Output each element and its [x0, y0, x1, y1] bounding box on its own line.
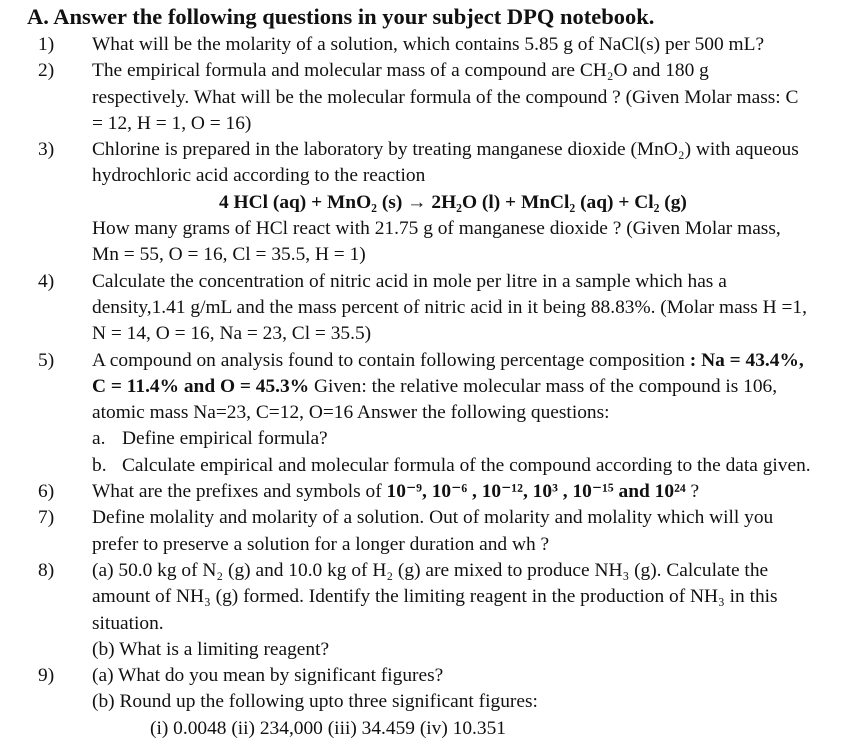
question-number: 5)	[38, 349, 55, 371]
question-text-line: How many grams of HCl react with 21.75 g of manganese dioxide ? (Given Molar mass,	[92, 218, 781, 240]
question-1	[0, 32, 863, 58]
question-3	[0, 137, 863, 268]
question-text-line: N = 14, O = 16, Na = 23, Cl = 35.5)	[92, 323, 372, 345]
question-text: A compound on analysis found to contain following percentage composition	[92, 349, 690, 371]
question-text-line: = 12, H = 1, O = 16)	[92, 112, 252, 134]
question-7	[0, 505, 863, 558]
sub-question-b	[92, 453, 811, 479]
question-9	[0, 663, 863, 742]
question-text-line: (b) What is a limiting reagent?	[92, 638, 330, 660]
question-number: 7)	[38, 507, 55, 529]
question-text: What are the prefixes and symbols of	[92, 481, 387, 503]
question-text-line: amount of NH₃ (g) formed. Identify the limiting reagent in the production of NH₃ in this	[92, 586, 778, 608]
question-text: Given: the relative molecular mass of the compound is 106,	[309, 375, 778, 397]
power-3: 10⁻¹²	[481, 481, 523, 503]
question-4	[0, 269, 863, 348]
question-text-line: (b) Round up the following upto three significant figures:	[92, 691, 538, 713]
question-number: 1)	[38, 34, 55, 55]
question-number: 9)	[38, 665, 55, 687]
question-number: 8)	[38, 559, 55, 581]
power-5: 10⁻¹⁵	[572, 481, 614, 503]
question-5	[0, 348, 863, 479]
question-text-line: respectively. What will be the molecular formula of the compound ? (Given Molar mass: C	[92, 86, 799, 108]
question-text-line: Chlorine is prepared in the laboratory by treating manganese dioxide (MnO₂) with aqueous	[92, 139, 799, 161]
question-text-line: density,1.41 g/mL and the mass percent of nitric acid in it being 88.83%. (Molar mass H =1,	[92, 296, 807, 318]
question-text-line: Define molality and molarity of a solution. Out of molarity and molality which will you	[92, 507, 774, 529]
question-text-line: Mn = 55, O = 16, Cl = 35.5, H = 1)	[92, 244, 366, 266]
power-1: 10⁻⁹	[386, 481, 422, 503]
question-number: 4)	[38, 270, 55, 292]
question-text-line: What are the prefixes and symbols of 10⁻⁹, 10⁻⁶ , 10⁻¹², 10³ , 10⁻¹⁵ and 10²⁴ ?	[92, 481, 700, 503]
power-6: 10²⁴	[654, 481, 686, 503]
question-text-line: (a) 50.0 kg of N₂ (g) and 10.0 kg of H₂ (g) are mixed to produce NH₃ (g). Calculate the	[92, 559, 769, 581]
question-number: 2)	[38, 60, 55, 82]
question-text-line: What will be the molarity of a solution, which contains 5.85 g of NaCl(s) per 500 mL?	[92, 34, 765, 55]
sub-question-a	[92, 426, 811, 452]
chemical-equation: 4 HCl (aq) + MnO₂ (s) → 2H₂O (l) + MnCl₂ (aq) + Cl₂ (g)	[219, 191, 687, 213]
question-number: 6)	[38, 481, 55, 503]
power-4: 10³	[532, 481, 558, 503]
values-line: (i) 0.0048 (ii) 234,000 (iii) 34.459 (iv) 10.351	[150, 717, 506, 739]
question-text: ?	[685, 481, 700, 503]
question-number: 3)	[38, 139, 55, 161]
question-text-line: situation.	[92, 612, 164, 634]
composition-c-o: C = 11.4% and O = 45.3%	[92, 375, 310, 397]
question-6	[0, 479, 863, 505]
sub-question-label: a.	[92, 428, 106, 450]
sub-question-text: Define empirical formula?	[122, 428, 328, 450]
section-heading: A. Answer the following questions in your subject DPQ notebook.	[27, 4, 655, 29]
sub-question-label: b.	[92, 454, 107, 476]
question-text-line: (a) What do you mean by significant figures?	[92, 665, 444, 687]
question-text-line	[92, 348, 811, 374]
question-text-line: The empirical formula and molecular mass of a compound are CH₂O and 180 g	[92, 60, 709, 82]
question-2	[0, 58, 863, 137]
composition-na: : Na = 43.4%,	[689, 349, 804, 371]
question-text-line: prefer to preserve a solution for a longer duration and wh ?	[92, 533, 550, 555]
question-text-line: Calculate the concentration of nitric acid in mole per litre in a sample which has a	[92, 270, 727, 292]
question-text-line: hydrochloric acid according to the reaction	[92, 165, 426, 187]
power-2: 10⁻⁶	[431, 481, 468, 503]
question-text-line: atomic mass Na=23, C=12, O=16 Answer the following questions:	[92, 402, 610, 424]
sub-question-text: Calculate empirical and molecular formula of the compound according to the data given.	[122, 454, 811, 476]
question-text-line	[92, 374, 811, 400]
question-8	[0, 558, 863, 663]
